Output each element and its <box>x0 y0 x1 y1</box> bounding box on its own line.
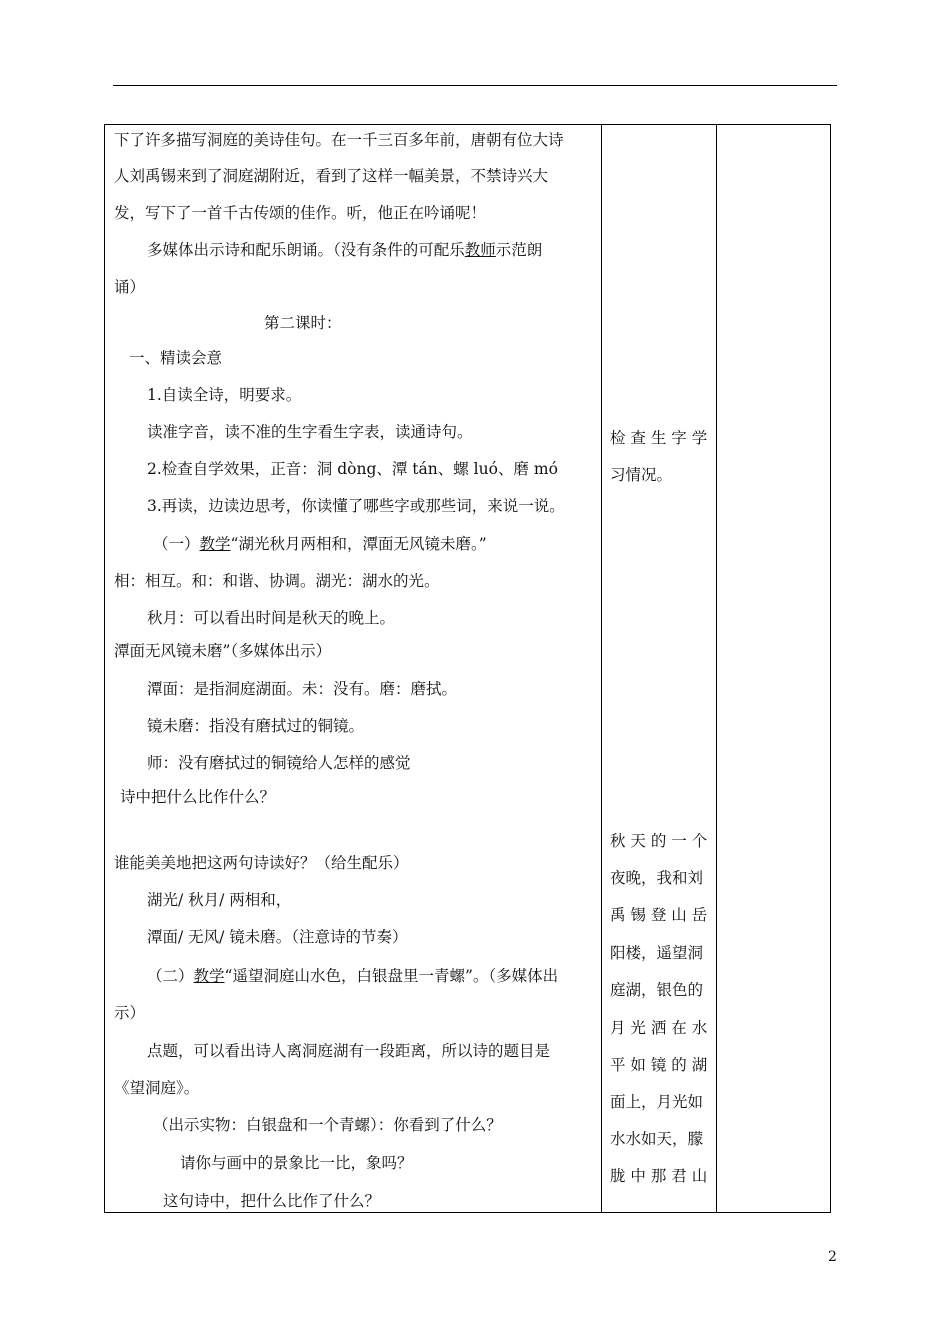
note-2-line: 面上，月光如 <box>610 1093 704 1111</box>
media-underlined: 教师 <box>464 241 496 259</box>
teach-2-prefix: （二） <box>147 967 194 985</box>
read-prompt: 谁能美美地把这两句诗读好？（给生配乐） <box>114 854 409 872</box>
teach-1-underlined: 教学 <box>199 535 231 553</box>
metaphor-question: 这句诗中，把什么比作了什么？ <box>163 1192 381 1210</box>
media-text-b: 示范朗 <box>495 241 543 259</box>
intro-line-1: 下了许多描写洞庭的美诗佳句。在一千三百多年前，唐朝有位大诗 <box>114 131 564 149</box>
note-2-line: 胧 中 那 君 山 <box>610 1167 708 1185</box>
step-2: 2.检查自学效果，正音：洞 dòng、潭 tán、螺 luó、磨 mó <box>147 460 558 478</box>
intro-line-3: 发，写下了一首千古传颂的佳作。听，他正在吟诵呢！ <box>114 204 487 222</box>
media-instruction <box>147 240 542 260</box>
column-divider-1 <box>601 125 602 1212</box>
teach-2-underlined: 教学 <box>193 967 225 985</box>
media-text-a: 多媒体出示诗和配乐朗诵。（没有条件的可配乐 <box>147 241 465 259</box>
object-demo: （出示实物：白银盘和一个青螺）：你看到了什么？ <box>153 1116 502 1134</box>
teach-line-2 <box>147 966 558 986</box>
teach-line-2-end: 示） <box>114 1004 146 1022</box>
step-1-detail: 读准字音，读不准的生字看生字表，读通诗句。 <box>147 423 473 441</box>
lesson-heading: 第二课时： <box>264 314 342 332</box>
teach-1-text: “湖光秋月两相和，潭面无风镜未磨。” <box>230 535 487 553</box>
note-2-line: 秋 天 的 一 个 <box>610 832 708 850</box>
rhythm-line-2: 潭面/ 无风/ 镜未磨。（注意诗的节奏） <box>147 928 408 946</box>
note-1-line-2: 习情况。 <box>610 466 673 484</box>
teach-line-1 <box>153 534 487 554</box>
header-rule <box>113 85 837 86</box>
gloss-1: 相：相互。和：和谐、协调。湖光：湖水的光。 <box>114 572 440 590</box>
teacher-question: 师：没有磨拭过的铜镜给人怎样的感觉 <box>147 754 411 772</box>
note-2-line: 平 如 镜 的 湖 <box>610 1056 708 1074</box>
teach-2-text: “遥望洞庭山水色，白银盘里一青螺”。（多媒体出 <box>224 967 559 985</box>
poem-title: 《望洞庭》。 <box>114 1079 200 1097</box>
note-2-line: 庭湖，银色的 <box>610 981 704 999</box>
note-2-line: 阳楼，遥望洞 <box>610 944 704 962</box>
teach-1-prefix: （一） <box>153 535 200 553</box>
note-2-line: 月 光 洒 在 水 <box>610 1019 708 1037</box>
note-1-line-1: 检 查 生 字 学 <box>610 429 708 447</box>
poem-question: 诗中把什么比作什么？ <box>120 788 276 806</box>
page-number: 2 <box>828 1249 837 1265</box>
column-divider-2 <box>716 125 717 1212</box>
step-3: 3.再读，边读边思考，你读懂了哪些字或那些词，来说一说。 <box>147 497 565 515</box>
section-heading: 一、精读会意 <box>129 349 223 367</box>
gloss-5: 镜未磨：指没有磨拭过的铜镜。 <box>147 717 365 735</box>
note-2-line: 夜晚，我和刘 <box>610 869 704 887</box>
title-explanation: 点题，可以看出诗人离洞庭湖有一段距离，所以诗的题目是 <box>147 1042 551 1060</box>
gloss-3: 潭面无风镜未磨”（多媒体出示） <box>114 642 332 660</box>
note-2-line: 水水如天，朦 <box>610 1130 704 1148</box>
gloss-4: 潭面：是指洞庭湖面。未：没有。磨：磨拭。 <box>147 680 458 698</box>
compare-prompt: 请你与画中的景象比一比，象吗？ <box>180 1154 413 1172</box>
media-instruction-end: 诵） <box>114 278 146 296</box>
step-1: 1.自读全诗，明要求。 <box>147 386 302 404</box>
rhythm-line-1: 湖光/ 秋月/ 两相和， <box>147 891 292 909</box>
note-2-line: 禹 锡 登 山 岳 <box>610 906 708 924</box>
intro-line-2: 人刘禹锡来到了洞庭湖附近，看到了这样一幅美景，不禁诗兴大 <box>114 167 549 185</box>
gloss-2: 秋月：可以看出时间是秋天的晚上。 <box>147 609 396 627</box>
